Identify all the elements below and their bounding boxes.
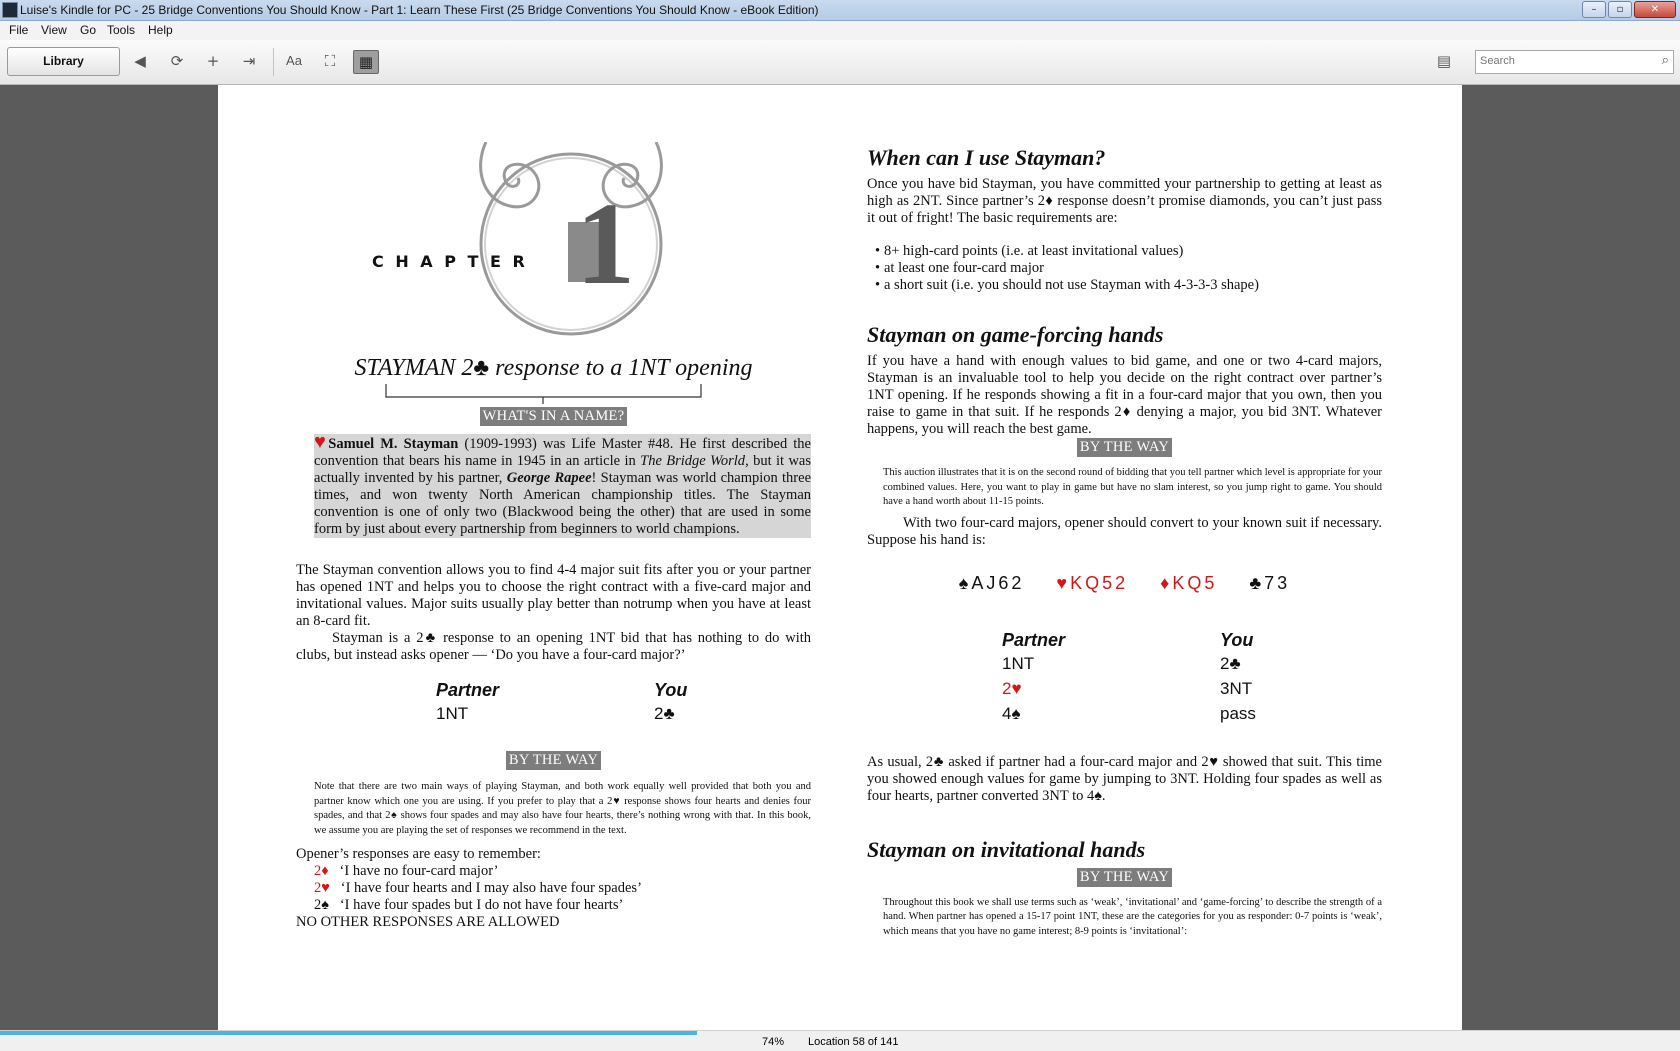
bio-partner: George Rapee — [506, 470, 592, 486]
hand-diamonds: ♦KQ5 — [1160, 572, 1218, 593]
section-heading-when: When can I use Stayman? — [867, 145, 1106, 170]
bio-name: Samuel M. Stayman — [328, 436, 459, 452]
auction-cell: 3NT — [1220, 678, 1253, 698]
whats-in-name-heading: WHAT'S IN A NAME? — [480, 407, 628, 426]
by-the-way-box — [867, 868, 1382, 887]
auction-header-you: You — [654, 680, 688, 700]
requirements-list — [875, 243, 1382, 294]
menu-help[interactable]: Help — [148, 23, 173, 37]
opener-responses-intro: Opener’s responses are easy to remember: — [296, 846, 541, 862]
minimize-button[interactable]: – — [1582, 1, 1606, 18]
response-text: ‘I have no four-card major’ — [339, 863, 499, 879]
menu-tools[interactable]: Tools — [107, 23, 136, 37]
when-paragraph: Once you have bid Stayman, you have committed your partnership to getting at least as high as 2NT. Since partner’s 2♦ response doesn’t promise diamonds, you can’t just pass it out of fright! The basic requirements are: — [867, 176, 1382, 226]
maximize-button[interactable]: ▫ — [1608, 1, 1632, 18]
kindle-app-icon — [2, 2, 18, 18]
auction-header-partner: Partner — [1002, 629, 1066, 650]
library-button[interactable]: Library — [7, 47, 120, 76]
usual-paragraph: As usual, 2♣ asked if partner had a four-card major and 2♥ showed that suit. This time you showed enough values for game by jumping to 3NT. Holding four spades as well as four hearts, partner converted 3NT to 4♠. — [867, 753, 1382, 804]
left-column — [296, 142, 811, 931]
window-controls — [1582, 1, 1676, 18]
chapter-graphic — [296, 142, 811, 342]
section-heading-invitational: Stayman on invitational hands — [867, 836, 1146, 862]
response-bid: 2♥ — [314, 880, 330, 896]
section-heading-game-forcing: Stayman on game-forcing hands — [867, 322, 1164, 347]
by-the-way-note: Throughout this book we shall use terms such as ‘weak’, ‘invitational’ and ‘game-forcing’ to describe the strength of a hand. When partner has opened a 15-17 point 1NT, these are the categories for you as responder: 0-7 points is ‘weak’, which means that you have no game interest; 8-9 points is ‘invitational’: — [883, 896, 1382, 937]
book-page — [218, 85, 1462, 1030]
menu-bar — [0, 21, 1680, 40]
search-input[interactable] — [1476, 51, 1654, 71]
no-other-responses: NO OTHER RESPONSES ARE ALLOWED — [296, 914, 560, 930]
response-bid: 2♦ — [314, 863, 329, 879]
hand-hearts: ♥KQ52 — [1056, 572, 1129, 593]
response-text: ‘I have four spades but I do not have four hearts’ — [339, 897, 624, 913]
hand-clubs: ♣73 — [1249, 572, 1291, 593]
add-bookmark-icon[interactable]: + — [206, 52, 220, 70]
bio-magazine: The Bridge World — [640, 453, 746, 469]
window-title: Luise's Kindle for PC - 25 Bridge Conventions You Should Know - Part 1: Learn These First (25 Bridge Conventions You Should Know - eBook Edition) — [20, 3, 819, 17]
search-box — [1475, 50, 1674, 74]
auction-table — [436, 680, 811, 726]
book-mode-icon[interactable]: ▦ — [353, 50, 379, 74]
bracket-icon — [296, 382, 811, 404]
auction-header-you: You — [1220, 629, 1254, 650]
bio-text: ! Stayman was world champion three times, and won twenty North American championship titles. The Stayman convention is one of only two (Blackwood being the other) that are used in some form by just about every partnership from beginners to world champions. — [314, 470, 812, 537]
response-bid: 2♠ — [314, 897, 329, 913]
reading-progress-bar[interactable] — [0, 1031, 697, 1035]
auction-cell: 4♠ — [1002, 703, 1021, 723]
response-text: ‘I have four hearts and I may also have four spades’ — [340, 880, 642, 896]
menu-view[interactable]: View — [41, 23, 67, 37]
toolbar — [0, 40, 1680, 85]
two-majors-paragraph: With two four-card majors, opener should convert to your known suit if necessary. Suppose his hand is: — [867, 514, 1382, 548]
goto-icon[interactable]: ⇥ — [242, 52, 256, 70]
auction-cell: 2♣ — [1220, 653, 1241, 673]
list-item: • a short suit (i.e. you should not use Stayman with 4-3-3-3 shape) — [875, 277, 1382, 294]
status-bar — [0, 1030, 1680, 1051]
bio-text: , but it was actually invented by his partner, — [314, 453, 811, 486]
search-icon[interactable]: ⌕ — [1661, 53, 1669, 68]
list-item — [314, 863, 811, 880]
notes-icon[interactable]: ▤ — [1436, 52, 1452, 70]
font-settings-button[interactable]: Aa — [286, 53, 302, 68]
right-column — [867, 145, 1382, 939]
auction-header-partner: Partner — [436, 680, 500, 700]
menu-file[interactable]: File — [9, 23, 29, 37]
fullscreen-icon[interactable]: ⛶ — [324, 52, 336, 70]
title-bracket — [296, 382, 811, 404]
back-icon[interactable]: ◀ — [134, 52, 146, 70]
by-the-way-note: Note that there are two main ways of playing Stayman, and both work equally well provided that both you and partner know which one you are using. If you prefer to play that a 2♥ response shows four hearts and denies four spades, and that 2♠ shows four spades and may also have four hearts, there’s nothing wrong with that. In this book, we assume you are playing the set of responses we recommend in the text. — [314, 781, 811, 836]
auction-cell: 2♣ — [654, 704, 675, 723]
close-button[interactable]: ✕ — [1634, 1, 1676, 18]
game-forcing-paragraph: If you have a hand with enough values to bid game, and one or two 4-card majors, Stayman is an invaluable tool to help you decide on the right contract over partner’s 1NT opening. If he responds showing a fit in a four-card major that you own, then you raise to game in that suit. If he responds 2♦ denying a major, you bid 3NT. Whatever happens, you will reach the best game. — [867, 353, 1382, 437]
toolbar-divider — [273, 48, 274, 76]
by-the-way-heading: BY THE WAY — [1077, 868, 1172, 887]
stayman-bio — [314, 431, 812, 538]
percent-read: 74% — [762, 1036, 785, 1048]
hand-spades: ♠AJ62 — [958, 572, 1025, 593]
stayman-definition: Stayman is a 2♣ response to an opening 1NT bid that has nothing to do with clubs, but instead asks opener — ‘Do you have a four-card major?’ — [296, 630, 811, 663]
menu-go[interactable]: Go — [80, 23, 97, 37]
auction-cell: 2♥ — [1002, 678, 1022, 698]
example-hand — [867, 573, 1382, 594]
auction-cell: pass — [1220, 703, 1256, 723]
bio-text: (1909-1993) was Life Master #48. He first described the convention that bears his name in 1945 in an article in — [314, 436, 811, 469]
by-the-way-box — [867, 438, 1382, 457]
by-the-way-note: This auction illustrates that it is on the second round of bidding that you tell partner which level is appropriate for your combined values. Here, you want to play in game but have no slam interest, so you jump right to game. You should have a hand worth about 11-15 points. — [883, 467, 1382, 507]
chapter-ornament-icon — [296, 142, 811, 342]
by-the-way-heading: BY THE WAY — [1077, 438, 1172, 457]
list-item — [314, 897, 811, 914]
chapter-label: C H A P T E R — [372, 252, 528, 271]
opener-responses-list — [314, 863, 811, 914]
list-item: • at least one four-card major — [875, 260, 1382, 277]
list-item — [314, 880, 811, 897]
sync-icon[interactable]: ⟳ — [170, 52, 184, 70]
list-item: • 8+ high-card points (i.e. at least invitational values) — [875, 243, 1382, 260]
title-bar — [0, 0, 1680, 21]
auction-cell: 1NT — [436, 704, 469, 723]
whats-in-name-box — [296, 407, 811, 426]
chapter-number: 1 — [576, 178, 635, 309]
heart-suit-icon: ♥ — [314, 431, 329, 453]
location-indicator: Location 58 of 141 — [808, 1036, 899, 1048]
by-the-way-heading: BY THE WAY — [506, 751, 601, 770]
auction-table — [1002, 630, 1382, 726]
intro-paragraph: The Stayman convention allows you to find 4-4 major suit fits after you or your partner has opened 1NT and helps you to choose the right contract with a five-card major and invitational values. Major suits usually play better than notrump when you have at least an 8-card fit. — [296, 562, 811, 629]
auction-cell: 1NT — [1002, 653, 1035, 673]
by-the-way-box — [296, 751, 811, 770]
chapter-title: STAYMAN 2♣ response to a 1NT opening — [354, 355, 753, 381]
